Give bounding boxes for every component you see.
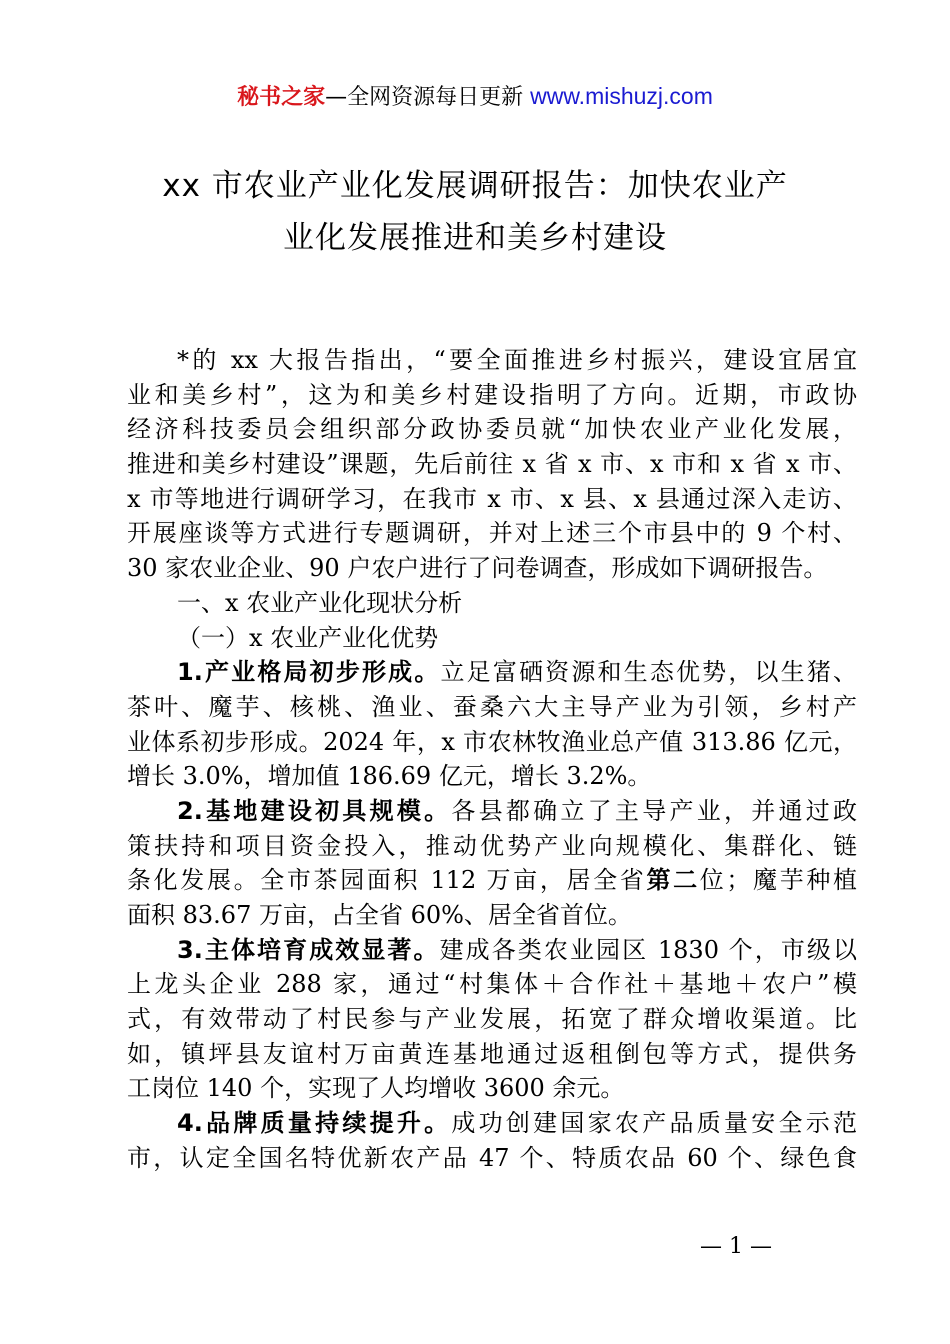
paragraph-2-line: 面积 83.67 万亩，占全省 60%、居全省首位。	[127, 901, 632, 929]
paragraph-3-heading: 3.主体培育成效显著。	[177, 935, 440, 964]
page-number: — 1 —	[700, 1234, 772, 1259]
paragraph-2-emphasis: 第二	[646, 866, 700, 895]
subsection-heading: （一）x 农业产业化优势	[177, 623, 439, 652]
intro-line: *的 xx 大报告指出，“要全面推进乡村振兴，建设宜居宜	[177, 346, 857, 374]
paragraph-1-line: 茶叶、魔芋、核桃、渔业、蚕桑六大主导产业为引领，乡村产	[127, 692, 857, 721]
paragraph-3-text: 建成各类农业园区 1830 个，市级以	[439, 935, 857, 964]
paragraph-3-line: 上龙头企业 288 家，通过“村集体＋合作社＋基地＋农户”模	[127, 970, 857, 999]
paragraph-2-text: 位；魔芋种植	[699, 866, 858, 895]
intro-line: 经济科技委员会组织部分政协委员就“加快农业产业化发展，	[127, 415, 857, 444]
site-slogan: —全网资源每日更新	[325, 85, 531, 110]
paragraph-1-text: 立足富硒资源和生态优势，以生猪、	[440, 658, 858, 687]
intro-line: 开展座谈等方式进行专题调研，并对上述三个市县中的 9 个村、	[127, 519, 857, 548]
paragraph-1-line: 业体系初步形成。2024 年，x 市农林牧渔业总产值 313.86 亿元，	[127, 727, 857, 756]
paragraph-2-text: 条化发展。全市茶园面积 112 万亩，居全省	[127, 866, 647, 895]
paragraph-1-line: 增长 3.0%，增加值 186.69 亿元，增长 3.2%。	[127, 762, 652, 791]
paragraph-3-line: 工岗位 140 个，实现了人均增收 3600 余元。	[127, 1074, 625, 1103]
paragraph-2-line	[127, 794, 857, 829]
intro-line: x 市等地进行调研学习，在我市 x 市、x 县、x 县通过深入走访、	[127, 484, 857, 513]
intro-line: 30 家农业企业、90 户农户进行了问卷调查，形成如下调研报告。	[127, 554, 828, 583]
paragraph-4-text: 成功创建国家农产品质量安全示范	[451, 1109, 857, 1138]
paragraph-3-line	[127, 933, 857, 968]
paragraph-2-line	[127, 863, 857, 898]
paragraph-3-line: 如，镇坪县友谊村万亩黄连基地通过返租倒包等方式，提供务	[127, 1039, 857, 1068]
paragraph-3-line: 式，有效带动了村民参与产业发展，拓宽了群众增收渠道。比	[127, 1005, 857, 1034]
paragraph-2-line: 策扶持和项目资金投入，推动优势产业向规模化、集群化、链	[127, 831, 857, 860]
paragraph-1-line	[127, 655, 857, 690]
site-brand: 秘书之家	[237, 85, 326, 110]
document-title	[110, 160, 840, 264]
paragraph-4-heading: 4.品牌质量持续提升。	[177, 1109, 452, 1138]
paragraph-1-heading: 1.产业格局初步形成。	[177, 658, 441, 687]
document-body	[127, 343, 857, 1176]
site-url-link[interactable]: www.mishuzj.com	[530, 83, 713, 109]
intro-line: 业和美乡村”，这为和美乡村建设指明了方向。近期，市政协	[127, 380, 857, 409]
paragraph-2-text: 各县都确立了主导产业，并通过政	[451, 796, 857, 825]
title-line-2: 业化发展推进和美乡村建设	[283, 220, 667, 256]
paragraph-4-line	[127, 1106, 857, 1141]
section-heading: 一、x 农业产业化现状分析	[177, 588, 463, 617]
paragraph-4-line: 市，认定全国名特优新农产品 47 个、特质农品 60 个、绿色食	[127, 1143, 857, 1172]
paragraph-2-heading: 2.基地建设初具规模。	[177, 796, 452, 825]
intro-line: 推进和美乡村建设”课题，先后前往 x 省 x 市、x 市和 x 省 x 市、	[127, 450, 857, 479]
title-line-1: xx 市农业产业化发展调研报告：加快农业产	[162, 168, 788, 204]
site-header	[0, 80, 950, 114]
